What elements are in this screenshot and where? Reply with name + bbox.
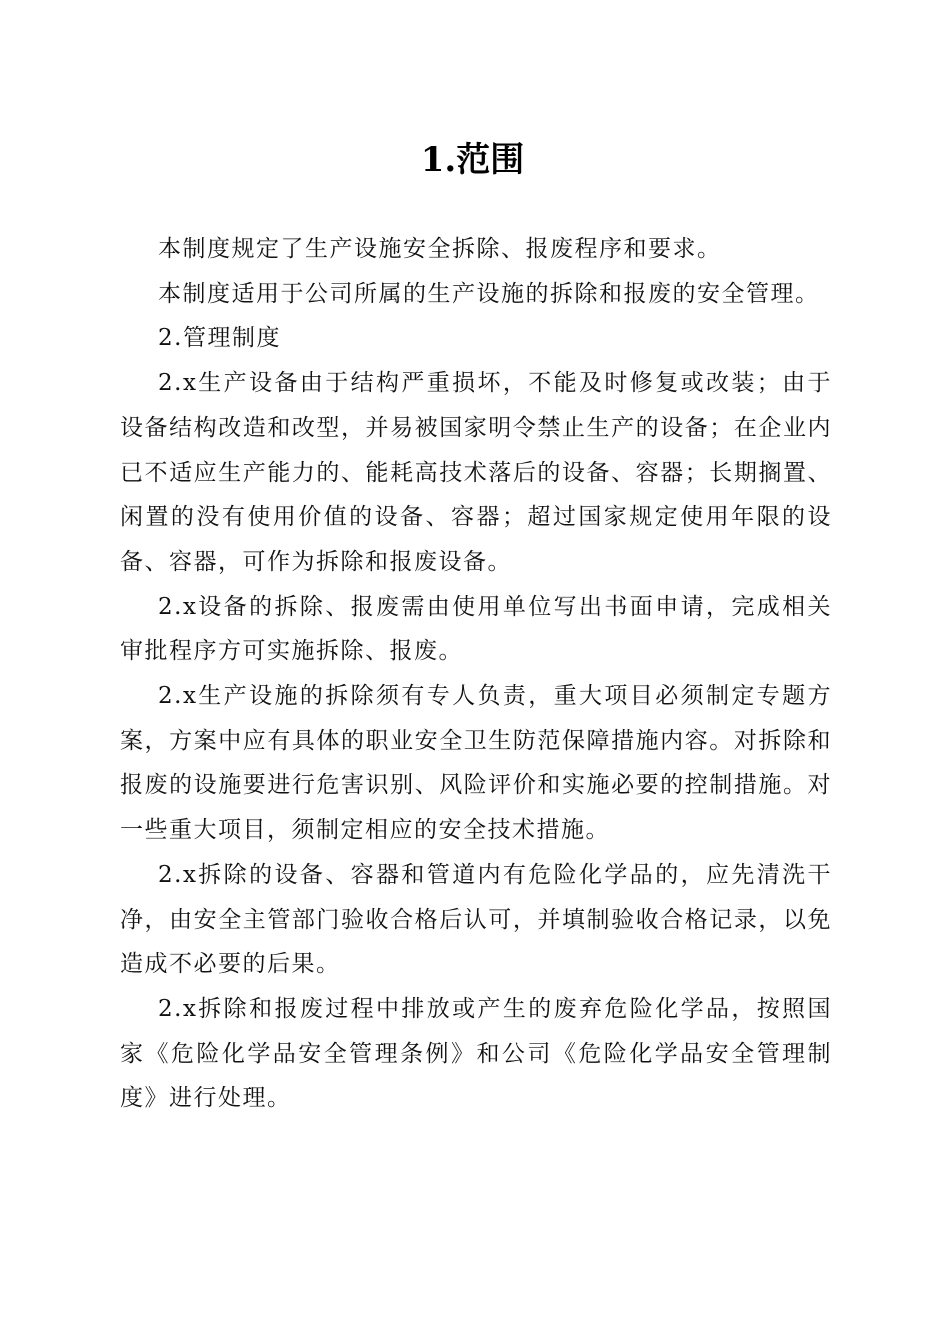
paragraph-responsibility: 2.x生产设施的拆除须有专人负责，重大项目必须制定专题方案，方案中应有具体的职业安全卫生防范保障措施内容。对拆除和报废的设施要进行危害识别、风险评价和实施必要的控制措施。对一些重大项目，须制定相应的安全技术措施。	[120, 683, 832, 844]
section-heading-management: 2.管理制度	[158, 325, 281, 352]
paragraph-cleaning: 2.x拆除的设备、容器和管道内有危险化学品的，应先清洗干净，由安全主管部门验收合格后认可，并填制验收合格记录，以免造成不必要的后果。	[120, 861, 832, 978]
document-body	[120, 227, 832, 1121]
paragraph-application: 2.x设备的拆除、报废需由使用单位写出书面申请，完成相关审批程序方可实施拆除、报废。	[120, 593, 832, 665]
paragraph-scope-rule: 本制度规定了生产设施安全拆除、报废程序和要求。	[158, 236, 722, 262]
paragraph-scope-applicability: 本制度适用于公司所属的生产设施的拆除和报废的安全管理。	[158, 280, 820, 307]
paragraph-waste-handling: 2.x拆除和报废过程中排放或产生的废弃危险化学品，按照国家《危险化学品安全管理条例》和公司《危险化学品安全管理制度》进行处理。	[120, 995, 832, 1112]
paragraph-scrap-criteria: 2.x生产设备由于结构严重损坏，不能及时修复或改装；由于设备结构改造和改型，并易被国家明令禁止生产的设备；在企业内已不适应生产能力的、能耗高技术落后的设备、容器；长期搁置、闲置的没有使用价值的设备、容器；超过国家规定使用年限的设备、容器，可作为拆除和报废设备。	[120, 370, 832, 575]
document-title: 1.范围	[420, 140, 525, 180]
